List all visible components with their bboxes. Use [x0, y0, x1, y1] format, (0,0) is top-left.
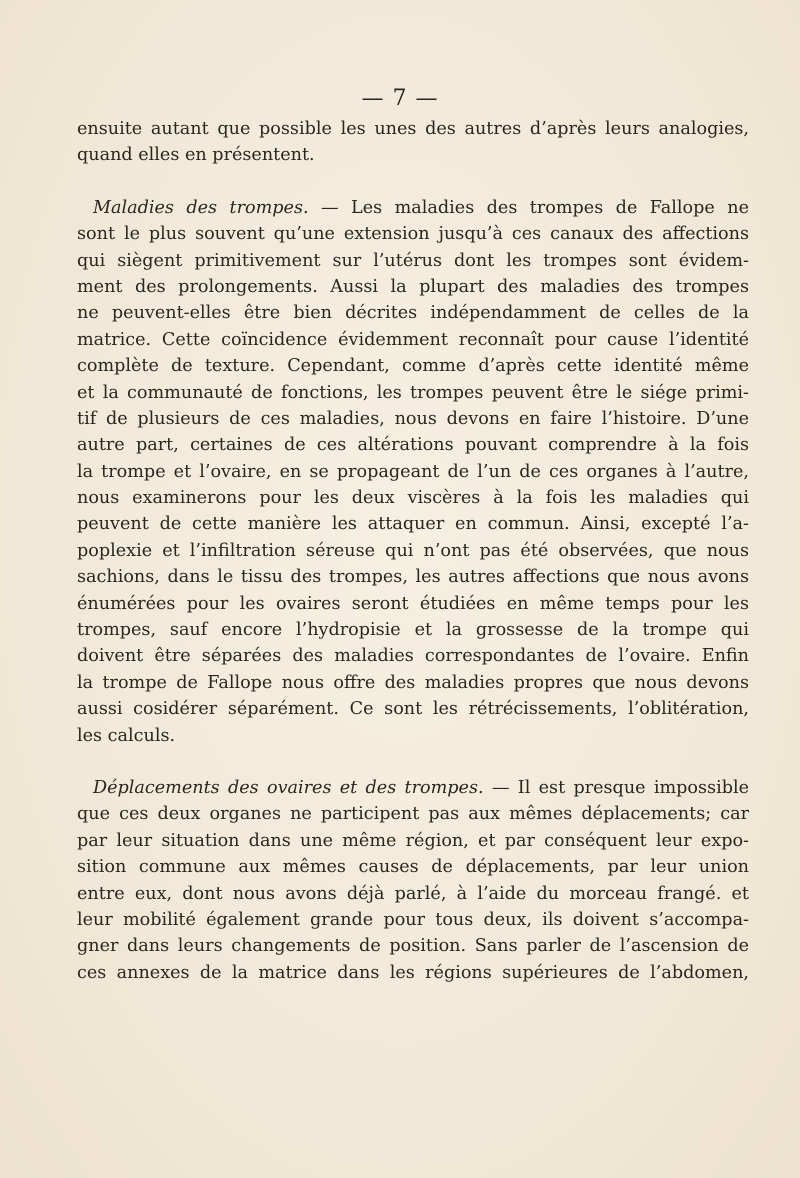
text-line: ces annexes de la matrice dans les régions supérieures de l’abdomen,: [77, 962, 749, 983]
text-line: sition commune aux mêmes causes de déplacements, par leur union: [77, 857, 749, 878]
page-number: — 7 —: [361, 86, 439, 111]
text-line: autre part, certaines de ces altérations pouvant comprendre à la fois: [77, 435, 749, 456]
text-line: la trompe et l’ovaire, en se propageant de l’un de ces organes à l’autre,: [77, 461, 749, 482]
text-line: énumérées pour les ovaires seront étudiées en même temps pour les: [77, 593, 749, 614]
text-line: doivent être séparées des maladies correspondantes de l’ovaire. Enfin: [77, 646, 749, 667]
text-line: ment des prolongements. Aussi la plupart des maladies des trompes: [77, 276, 749, 297]
text-line: que ces deux organes ne participent pas aux mêmes déplacements; car: [77, 804, 749, 825]
text-line: ne peuvent-elles être bien décrites indépendamment de celles de la: [77, 303, 749, 324]
text-line: peuvent de cette manière les attaquer en commun. Ainsi, excepté l’a-: [77, 514, 749, 535]
paragraph-3: [77, 775, 749, 986]
paragraph-1: [77, 116, 749, 169]
text-run: — Il est presque impossible: [483, 777, 749, 798]
text-line: par leur situation dans une même région, et par conséquent leur expo-: [77, 830, 749, 851]
text-line: leur mobilité également grande pour tous deux, ils doivent s’accompa-: [77, 909, 749, 930]
body-text: [77, 116, 749, 986]
text-line: matrice. Cette coïncidence évidemment reconnaît pour cause l’identité: [77, 329, 749, 350]
text-line: poplexie et l’infiltration séreuse qui n’ont pas été observées, que nous: [77, 540, 749, 561]
text-line: trompes, sauf encore l’hydropisie et la grossesse de la trompe qui: [77, 620, 749, 641]
text-line: sont le plus souvent qu’une extension jusqu’à ces canaux des affections: [77, 224, 749, 245]
text-line: gner dans leurs changements de position. Sans parler de l’ascension de: [77, 936, 749, 957]
text-line: tif de plusieurs de ces maladies, nous devons en faire l’histoire. D’une: [77, 408, 749, 429]
text-line: sachions, dans le tissu des trompes, les autres affections que nous avons: [77, 567, 749, 588]
text-line: les calculs.: [77, 725, 176, 746]
text-line: et la communauté de fonctions, les trompes peuvent être le siége primi-: [77, 382, 749, 403]
text-run: — Les maladies des trompes de Fallope ne: [308, 197, 749, 218]
text-line: entre eux, dont nous avons déjà parlé, à l’aide du morceau frangé. et: [77, 883, 749, 904]
text-line: aussi cosidérer séparément. Ce sont les rétrécissements, l’oblitération,: [77, 699, 749, 720]
text-line: quand elles en présentent.: [77, 145, 315, 166]
text-line: [77, 775, 749, 801]
paragraph-2: [77, 195, 749, 749]
section-heading-maladies-des-trompes: Maladies des trompes.: [93, 197, 309, 218]
section-heading-deplacements: Déplacements des ovaires et des trompes.: [93, 777, 484, 798]
text-line: nous examinerons pour les deux viscères à la fois les maladies qui: [77, 488, 749, 509]
text-line: complète de texture. Cependant, comme d’après cette identité même: [77, 356, 749, 377]
text-line: la trompe de Fallope nous offre des maladies propres que nous devons: [77, 672, 749, 693]
text-line: ensuite autant que possible les unes des autres d’après leurs analogies,: [77, 119, 749, 139]
text-line: [77, 195, 749, 221]
text-line: qui siègent primitivement sur l’utérus dont les trompes sont évidem-: [77, 250, 749, 271]
